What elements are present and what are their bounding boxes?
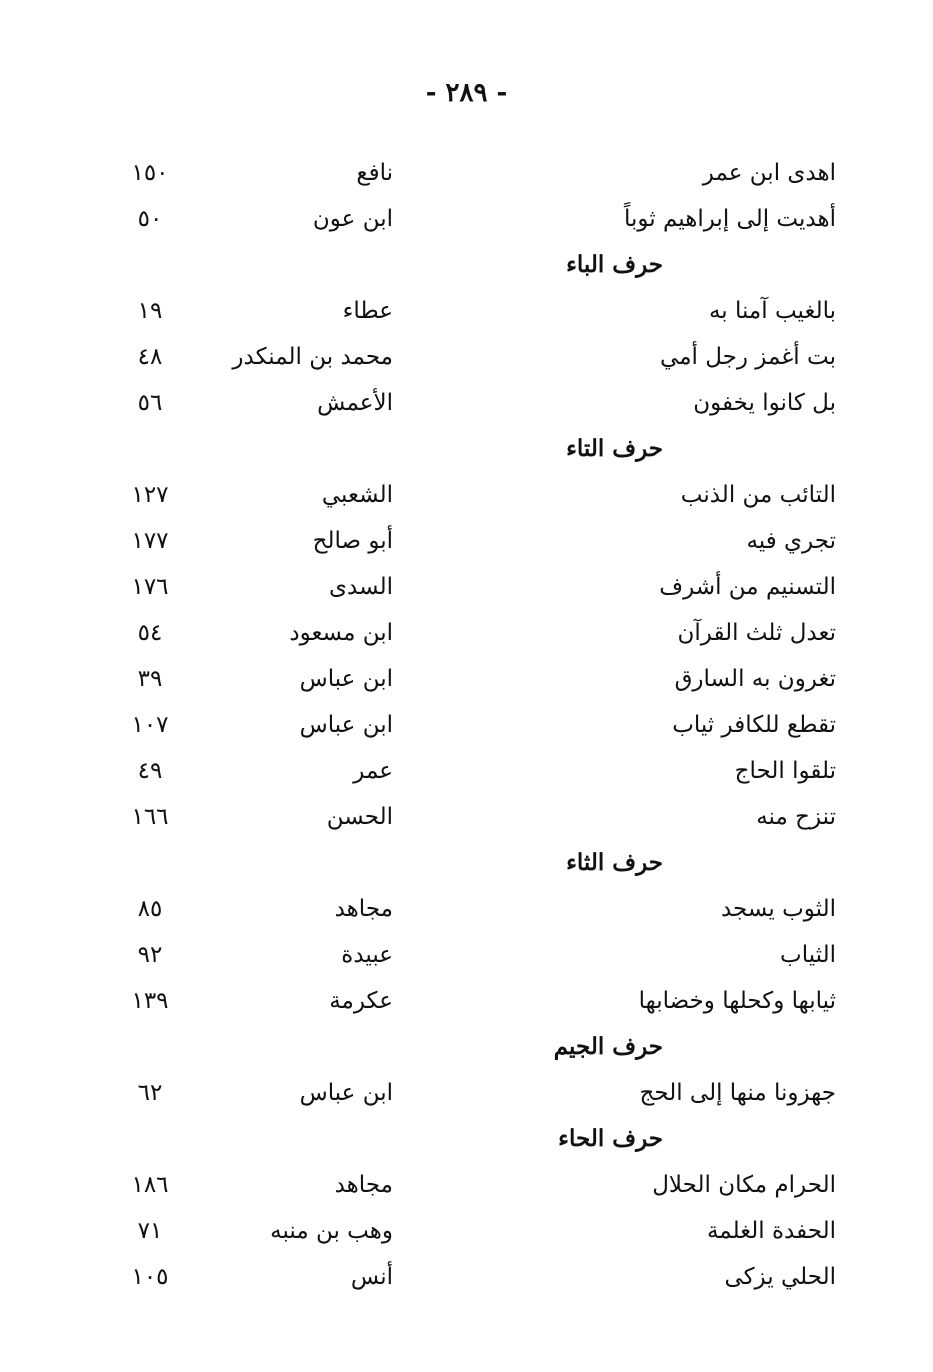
index-entry xyxy=(0,334,933,380)
entry-page-ref: ١٣٩ xyxy=(131,988,169,1014)
index-entry xyxy=(0,932,933,978)
index-entry xyxy=(0,794,933,840)
entry-page-ref: ٩٢ xyxy=(137,942,163,968)
entry-phrase: اهدى ابن عمر xyxy=(702,160,836,186)
entry-narrator: عطاء xyxy=(342,298,393,324)
entry-narrator: وهب بن منبه xyxy=(270,1218,393,1244)
entry-page-ref: ٦٢ xyxy=(137,1080,163,1106)
index-entry xyxy=(0,748,933,794)
entry-phrase: ثيابها وكحلها وخضابها xyxy=(638,988,836,1014)
section-heading-row xyxy=(0,242,933,288)
index-entry xyxy=(0,886,933,932)
section-heading: حرف التاء xyxy=(566,435,663,462)
index-entry xyxy=(0,380,933,426)
entry-narrator: السدى xyxy=(329,574,393,600)
entry-phrase: جهزونا منها إلى الحج xyxy=(639,1080,836,1106)
entry-phrase: الحفدة الغلمة xyxy=(706,1218,836,1244)
entry-page-ref: ٥٦ xyxy=(137,390,163,416)
section-heading: حرف الحاء xyxy=(558,1125,663,1152)
index-entry xyxy=(0,978,933,1024)
entry-phrase: تنزح منه xyxy=(756,804,836,830)
entry-narrator: ابن مسعود xyxy=(289,620,393,646)
index-entry xyxy=(0,564,933,610)
section-heading-row xyxy=(0,1024,933,1070)
index-list xyxy=(0,150,933,1300)
entry-page-ref: ٥٠ xyxy=(137,206,163,232)
index-entry xyxy=(0,196,933,242)
entry-page-ref: ١٠٧ xyxy=(131,712,169,738)
entry-phrase: الثوب يسجد xyxy=(720,896,836,922)
entry-narrator: عكرمة xyxy=(329,988,393,1014)
entry-narrator: الأعمش xyxy=(317,390,393,416)
entry-phrase: أهديت إلى إبراهيم ثوباً xyxy=(623,206,836,232)
entry-page-ref: ٨٥ xyxy=(137,896,163,922)
entry-page-ref: ٤٨ xyxy=(137,344,163,370)
entry-phrase: بل كانوا يخفون xyxy=(693,390,836,416)
index-entry xyxy=(0,288,933,334)
index-entry xyxy=(0,1254,933,1300)
entry-page-ref: ١٨٦ xyxy=(131,1172,169,1198)
entry-page-ref: ١٠٥ xyxy=(131,1264,169,1290)
entry-page-ref: ١٦٦ xyxy=(131,804,169,830)
entry-phrase: بالغيب آمنا به xyxy=(708,298,836,324)
index-entry xyxy=(0,472,933,518)
index-entry xyxy=(0,702,933,748)
entry-narrator: ابن عباس xyxy=(299,712,393,738)
entry-page-ref: ١٧٧ xyxy=(131,528,169,554)
section-heading: حرف الثاء xyxy=(566,849,663,876)
entry-phrase: الثياب xyxy=(780,942,836,968)
entry-page-ref: ٤٩ xyxy=(137,758,163,784)
entry-page-ref: ٣٩ xyxy=(137,666,163,692)
entry-page-ref: ٧١ xyxy=(137,1218,163,1244)
index-entry xyxy=(0,656,933,702)
entry-narrator: عبيدة xyxy=(341,942,393,968)
entry-narrator: أنس xyxy=(350,1264,393,1290)
index-entry xyxy=(0,610,933,656)
index-entry xyxy=(0,1208,933,1254)
entry-narrator: عمر xyxy=(353,758,393,784)
entry-page-ref: ١٢٧ xyxy=(131,482,169,508)
section-heading-row xyxy=(0,840,933,886)
entry-phrase: تعدل ثلث القرآن xyxy=(677,620,836,646)
index-entry xyxy=(0,1162,933,1208)
entry-narrator: محمد بن المنكدر xyxy=(232,344,393,370)
section-heading-row xyxy=(0,1116,933,1162)
entry-page-ref: ١٧٦ xyxy=(131,574,169,600)
entry-phrase: تجري فيه xyxy=(746,528,836,554)
entry-phrase: التائب من الذنب xyxy=(680,482,836,508)
section-heading: حرف الباء xyxy=(566,251,663,278)
entry-narrator: الحسن xyxy=(326,804,393,830)
entry-page-ref: ٥٤ xyxy=(137,620,163,646)
entry-page-ref: ١٩ xyxy=(137,298,163,324)
entry-phrase: الحرام مكان الحلال xyxy=(652,1172,836,1198)
entry-narrator: الشعبي xyxy=(321,482,393,508)
entry-phrase: تلقوا الحاج xyxy=(734,758,836,784)
section-heading-row xyxy=(0,426,933,472)
entry-narrator: أبو صالح xyxy=(312,528,393,554)
entry-narrator: نافع xyxy=(356,160,393,186)
entry-phrase: الحلي يزكى xyxy=(724,1264,836,1290)
entry-narrator: مجاهد xyxy=(334,1172,393,1198)
entry-phrase: التسنيم من أشرف xyxy=(659,574,836,600)
index-entry xyxy=(0,1070,933,1116)
entry-narrator: ابن عباس xyxy=(299,666,393,692)
entry-phrase: تغرون به السارق xyxy=(674,666,836,692)
entry-page-ref: ١٥٠ xyxy=(131,160,169,186)
entry-phrase: بت أغمز رجل أمي xyxy=(660,344,836,370)
entry-narrator: ابن عباس xyxy=(299,1080,393,1106)
entry-narrator: ابن عون xyxy=(312,206,393,232)
index-entry xyxy=(0,150,933,196)
entry-narrator: مجاهد xyxy=(334,896,393,922)
page-number: - ٢٨٩ - xyxy=(425,78,508,108)
index-entry xyxy=(0,518,933,564)
entry-phrase: تقطع للكافر ثياب xyxy=(672,712,836,738)
section-heading: حرف الجيم xyxy=(553,1033,663,1060)
